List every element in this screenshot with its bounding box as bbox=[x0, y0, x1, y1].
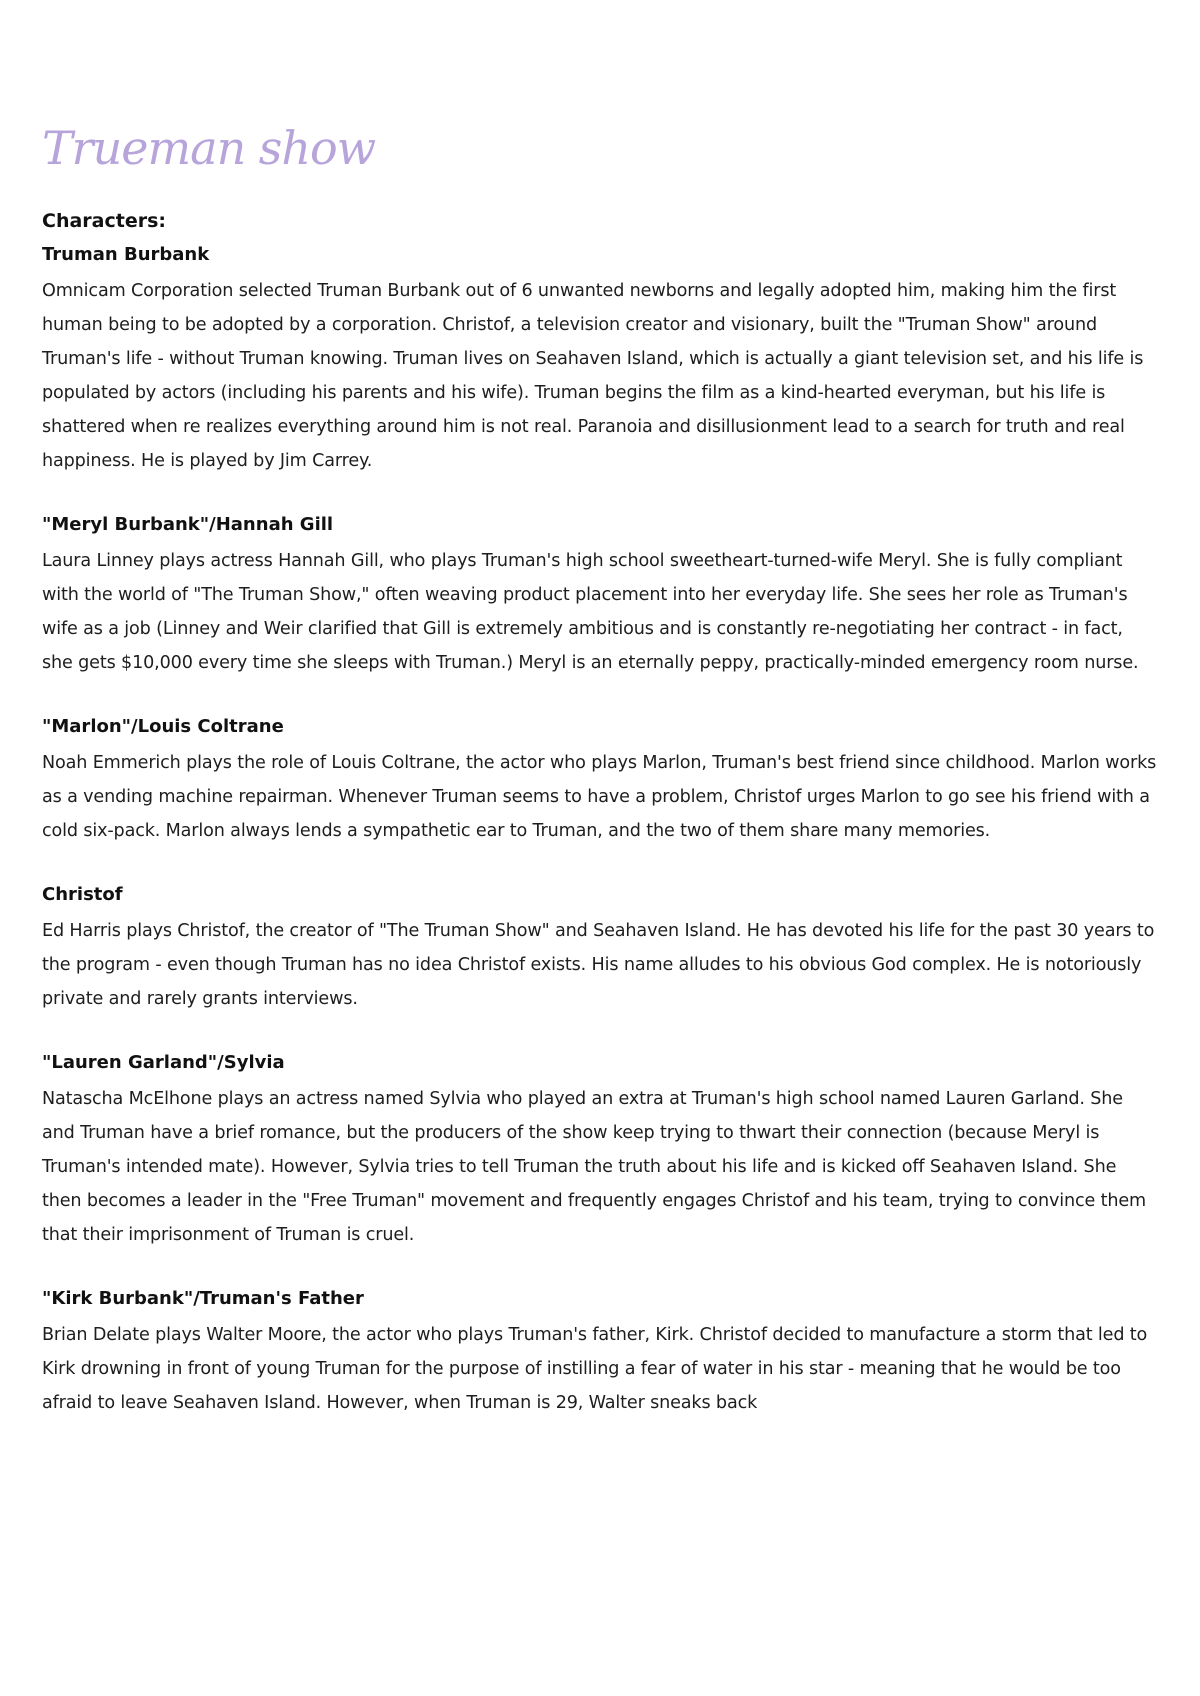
character-name: "Kirk Burbank"/Truman's Father bbox=[42, 1288, 364, 1309]
character-name: Christof bbox=[42, 884, 123, 905]
character-name: "Lauren Garland"/Sylvia bbox=[42, 1052, 285, 1073]
character-name: "Marlon"/Louis Coltrane bbox=[42, 716, 284, 737]
character-description: Ed Harris plays Christof, the creator of "The Truman Show" and Seahaven Island. He has devoted his life for the past 30 years to the program - even though Truman has no idea Christof exists. His name alludes to his obvious God complex. He is notoriously private and rarely grants interviews. bbox=[42, 921, 1155, 1009]
section-heading-characters: Characters: bbox=[42, 210, 166, 232]
character-description: Laura Linney plays actress Hannah Gill, who plays Truman's high school sweetheart-turned-wife Meryl. She is fully compliant with the world of "The Truman Show," often weaving product placement into her everyday life. She sees her role as Truman's wife as a job (Linney and Weir clarified that Gill is extremely ambitious and is constantly re-negotiating her contract - in fact, she gets $10,000 every time she sleeps with Truman.) Meryl is an eternally peppy, practically-minded emergency room nurse. bbox=[42, 551, 1139, 673]
character-description: Omnicam Corporation selected Truman Burbank out of 6 unwanted newborns and legally adopted him, making him the first human being to be adopted by a corporation. Christof, a television creator and visionary, built the "Truman Show" around Truman's life - without Truman knowing. Truman lives on Seahaven Island, which is actually a giant television set, and his life is populated by actors (including his parents and his wife). Truman begins the film as a kind-hearted everyman, but his life is shattered when re realizes everything around him is not real. Paranoia and disillusionment lead to a search for truth and real happiness. He is played by Jim Carrey. bbox=[42, 281, 1144, 471]
character-entry bbox=[42, 512, 1158, 680]
character-description: Natascha McElhone plays an actress named Sylvia who played an extra at Truman's high school named Lauren Garland. She and Truman have a brief romance, but the producers of the show keep trying to thwart their connection (because Meryl is Truman's intended mate). However, Sylvia tries to tell Truman the truth about his life and is kicked off Seahaven Island. She then becomes a leader in the "Free Truman" movement and frequently engages Christof and his team, trying to convince them that their imprisonment of Truman is cruel. bbox=[42, 1089, 1147, 1245]
character-name: "Meryl Burbank"/Hannah Gill bbox=[42, 514, 334, 535]
character-entry bbox=[42, 1286, 1158, 1420]
character-entry bbox=[42, 242, 1158, 478]
character-name: Truman Burbank bbox=[42, 244, 210, 265]
character-entry bbox=[42, 882, 1158, 1016]
character-entry bbox=[42, 1050, 1158, 1252]
character-description: Brian Delate plays Walter Moore, the actor who plays Truman's father, Kirk. Christof decided to manufacture a storm that led to Kirk drowning in front of young Truman for the purpose of instilling a fear of water in his star - meaning that he would be too afraid to leave Seahaven Island. However, when Truman is 29, Walter sneaks back bbox=[42, 1325, 1148, 1413]
character-description: Noah Emmerich plays the role of Louis Coltrane, the actor who plays Marlon, Truman's best friend since childhood. Marlon works as a vending machine repairman. Whenever Truman seems to have a problem, Christof urges Marlon to go see his friend with a cold six-pack. Marlon always lends a sympathetic ear to Truman, and the two of them share many memories. bbox=[42, 753, 1157, 841]
character-entry bbox=[42, 714, 1158, 848]
document-title: Trueman show bbox=[42, 121, 376, 175]
